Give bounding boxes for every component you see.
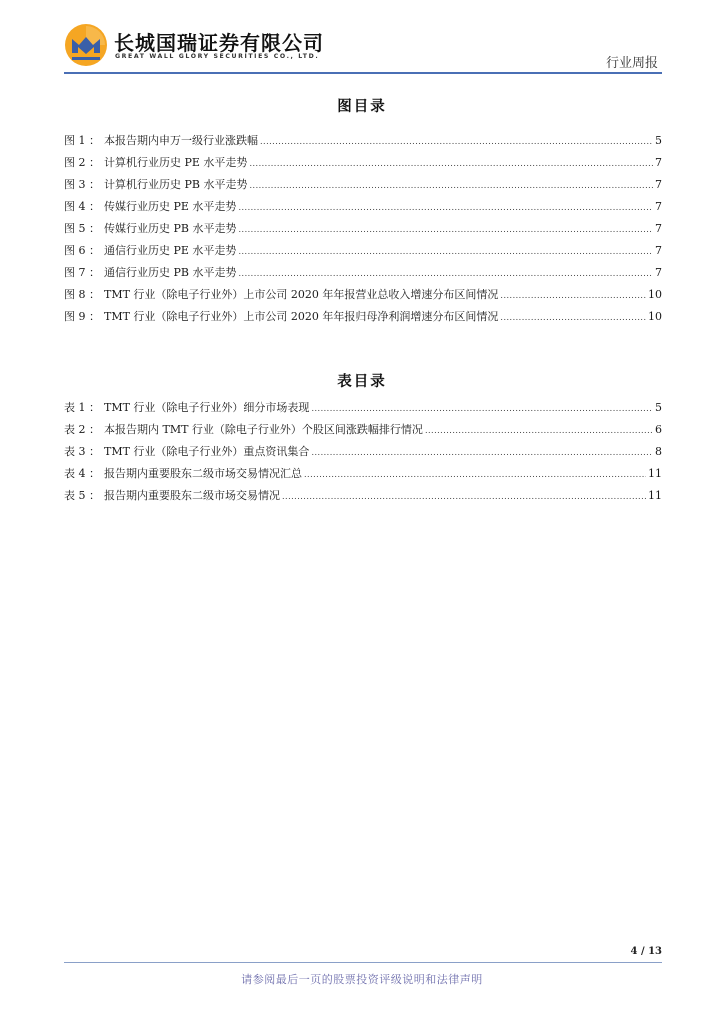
figure-toc-entry[interactable] — [64, 264, 662, 286]
toc-entry-text: 计算机行业历史 PE 水平走势 — [104, 156, 248, 169]
toc-entry-page: 5 — [655, 401, 662, 414]
table-toc-entry[interactable] — [64, 399, 662, 421]
toc-entry-page: 7 — [655, 178, 662, 191]
toc-leader-dots — [238, 225, 653, 234]
toc-entry-page: 11 — [648, 489, 662, 502]
figure-toc-entry[interactable] — [64, 242, 662, 264]
company-name-cn: 长城国瑞证券有限公司 — [114, 31, 324, 55]
footer-divider — [64, 962, 662, 963]
toc-leader-dots — [282, 492, 646, 501]
toc-leader-dots — [260, 137, 653, 146]
toc-entry-page: 7 — [655, 266, 662, 279]
toc-leader-dots — [249, 181, 653, 190]
toc-entry-label: 表 4 ： — [64, 467, 100, 480]
toc-leader-dots — [238, 269, 653, 278]
toc-entry-label: 图 3 ： — [64, 178, 100, 191]
toc-entry-text: TMT 行业（除电子行业外）重点资讯集合 — [104, 445, 310, 458]
toc-entry-text: 传媒行业历史 PB 水平走势 — [104, 222, 237, 235]
toc-leader-dots — [500, 313, 646, 322]
table-toc-entry[interactable] — [64, 443, 662, 465]
table-toc-entry[interactable] — [64, 487, 662, 509]
toc-entry-label: 图 1 ： — [64, 134, 100, 147]
figures-toc — [64, 132, 662, 330]
toc-entry-text: TMT 行业（除电子行业外）上市公司 2020 年年报营业总收入增速分布区间情况 — [104, 288, 499, 301]
toc-entry-text: 传媒行业历史 PE 水平走势 — [104, 200, 237, 213]
toc-entry-label: 图 2 ： — [64, 156, 100, 169]
toc-entry-page: 7 — [655, 222, 662, 235]
figure-toc-entry[interactable] — [64, 286, 662, 308]
toc-entry-text: 本报告期内申万一级行业涨跌幅 — [104, 134, 258, 147]
toc-entry-label: 图 4 ： — [64, 200, 100, 213]
toc-entry-label: 表 2 ： — [64, 423, 100, 436]
toc-entry-page: 10 — [648, 288, 662, 301]
toc-entry-text: 计算机行业历史 PB 水平走势 — [104, 178, 248, 191]
toc-entry-text: 报告期内重要股东二级市场交易情况汇总 — [104, 467, 302, 480]
footer-disclaimer: 请参阅最后一页的股票投资评级说明和法律声明 — [241, 973, 483, 986]
toc-entry-page: 11 — [648, 467, 662, 480]
toc-entry-text: TMT 行业（除电子行业外）上市公司 2020 年年报归母净利润增速分布区间情况 — [104, 310, 499, 323]
toc-entry-page: 5 — [655, 134, 662, 147]
toc-entry-label: 图 7 ： — [64, 266, 100, 279]
figure-toc-entry[interactable] — [64, 154, 662, 176]
figure-toc-entry[interactable] — [64, 176, 662, 198]
toc-leader-dots — [500, 291, 646, 300]
table-toc-entry[interactable] — [64, 465, 662, 487]
toc-leader-dots — [238, 203, 653, 212]
toc-entry-label: 表 5 ： — [64, 489, 100, 502]
toc-entry-text: TMT 行业（除电子行业外）细分市场表现 — [104, 401, 310, 414]
document-type: 行业周报 — [605, 56, 658, 71]
toc-leader-dots — [238, 247, 653, 256]
toc-leader-dots — [425, 426, 653, 435]
figure-toc-entry[interactable] — [64, 198, 662, 220]
figure-toc-entry[interactable] — [64, 308, 662, 330]
page-header — [0, 0, 724, 80]
toc-entry-text: 报告期内重要股东二级市场交易情况 — [104, 489, 280, 502]
company-logo-icon — [64, 23, 108, 67]
toc-entry-label: 图 8 ： — [64, 288, 100, 301]
toc-entry-label: 图 9 ： — [64, 310, 100, 323]
toc-leader-dots — [311, 448, 653, 457]
toc-leader-dots — [311, 404, 653, 413]
figures-toc-title: 图目录 — [337, 99, 387, 115]
tables-toc-title: 表目录 — [337, 374, 387, 390]
company-name-en: GREAT WALL GLORY SECURITIES CO., LTD. — [115, 53, 320, 60]
toc-entry-label: 表 1 ： — [64, 401, 100, 414]
toc-entry-page: 7 — [655, 200, 662, 213]
table-toc-entry[interactable] — [64, 421, 662, 443]
toc-entry-label: 表 3 ： — [64, 445, 100, 458]
figure-toc-entry[interactable] — [64, 132, 662, 154]
toc-entry-text: 通信行业历史 PB 水平走势 — [104, 266, 237, 279]
toc-entry-label: 图 6 ： — [64, 244, 100, 257]
toc-entry-page: 7 — [655, 156, 662, 169]
figure-toc-entry[interactable] — [64, 220, 662, 242]
toc-leader-dots — [304, 470, 646, 479]
toc-entry-page: 6 — [655, 423, 662, 436]
toc-entry-page: 7 — [655, 244, 662, 257]
toc-entry-page: 10 — [648, 310, 662, 323]
toc-entry-label: 图 5 ： — [64, 222, 100, 235]
toc-leader-dots — [249, 159, 653, 168]
tables-toc — [64, 399, 662, 509]
header-divider — [64, 72, 662, 74]
toc-entry-page: 8 — [655, 445, 662, 458]
toc-entry-text: 通信行业历史 PE 水平走势 — [104, 244, 237, 257]
page-number: 4 / 13 — [630, 946, 662, 957]
toc-entry-text: 本报告期内 TMT 行业（除电子行业外）个股区间涨跌幅排行情况 — [104, 423, 423, 436]
